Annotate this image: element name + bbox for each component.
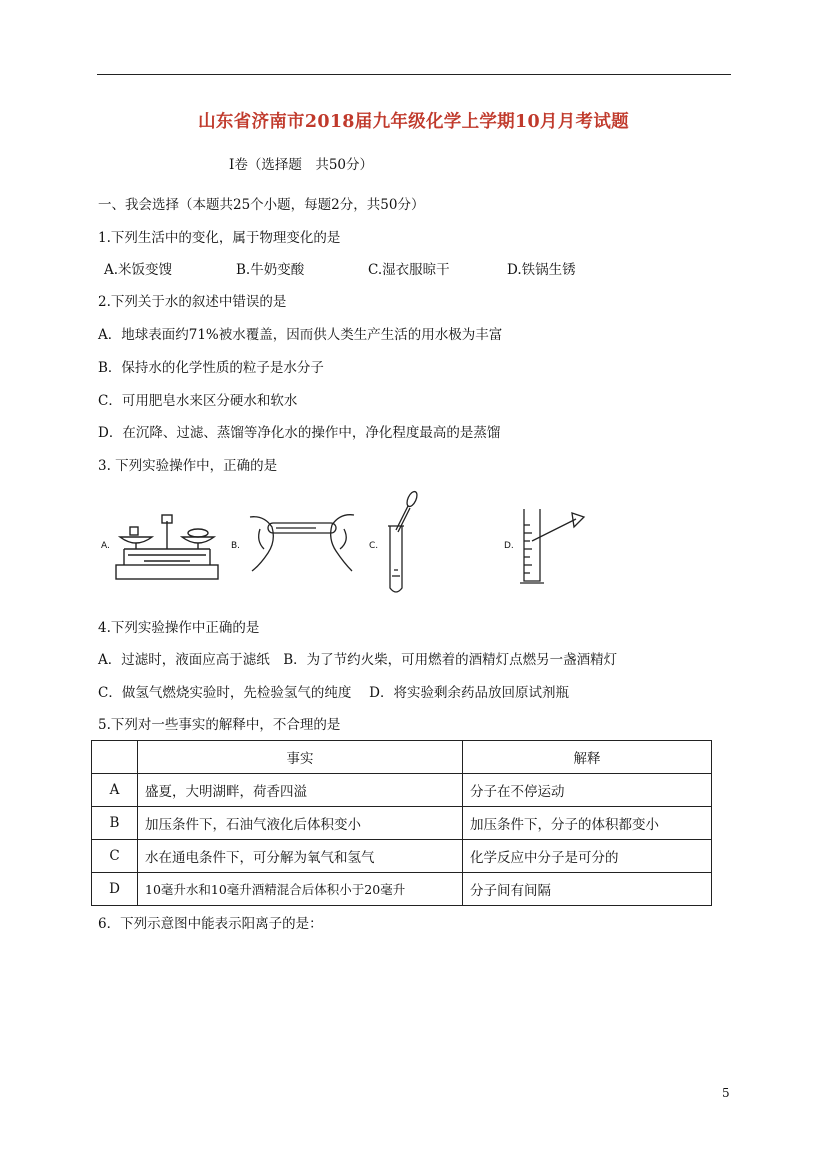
table-row xyxy=(92,807,712,840)
table-header-cell xyxy=(92,741,138,774)
page-number: 5 xyxy=(722,1086,730,1100)
section-heading: 一、我会选择（本题共25个小题，每题2分，共50分） xyxy=(98,197,425,213)
q1-stem: 1.下列生活中的变化，属于物理变化的是 xyxy=(98,230,341,246)
table-row xyxy=(92,840,712,873)
header-rule xyxy=(97,74,731,75)
q5-table xyxy=(91,740,712,906)
table-cell: 化学反应中分子是可分的 xyxy=(463,840,712,873)
table-cell: 盛夏，大明湖畔，荷香四溢 xyxy=(138,774,463,807)
table-cell: C xyxy=(92,840,138,873)
graduated-cylinder-figure xyxy=(516,505,588,587)
q1-option-a: A.米饭变馊 xyxy=(104,262,173,278)
table-cell: 加压条件下，石油气液化后体积变小 xyxy=(138,807,463,840)
balance-scale-figure xyxy=(114,505,220,583)
paper-subtitle: I卷（选择题 共50分） xyxy=(229,157,374,173)
q1-option-b: B.牛奶变酸 xyxy=(236,262,305,278)
test-tube-hands-figure xyxy=(246,507,358,575)
table-header-cell: 解释 xyxy=(463,741,712,774)
table-cell: A xyxy=(92,774,138,807)
q1-option-c: C.湿衣服晾干 xyxy=(368,262,450,278)
q3-stem: 3. 下列实验操作中，正确的是 xyxy=(98,458,278,474)
table-cell: 10毫升水和10毫升酒精混合后体积小于20毫升 xyxy=(138,873,463,906)
table-cell: B xyxy=(92,807,138,840)
table-header-cell: 事实 xyxy=(138,741,463,774)
q3-figure-d-label: D. xyxy=(504,541,514,551)
q2-option-c: C．可用肥皂水来区分硬水和软水 xyxy=(98,393,298,409)
table-cell: 加压条件下，分子的体积都变小 xyxy=(463,807,712,840)
q4-options-line1: A．过滤时，液面应高于滤纸 B．为了节约火柴，可用燃着的酒精灯点燃另一盏酒精灯 xyxy=(98,652,618,668)
q3-figure-a-label: A. xyxy=(101,541,110,551)
q3-figure-c-label: C. xyxy=(369,541,379,551)
q1-option-d: D.铁锅生锈 xyxy=(507,262,576,278)
q4-stem: 4.下列实验操作中正确的是 xyxy=(98,620,260,636)
q2-option-a: A．地球表面约71%被水覆盖，因而供人类生产生活的用水极为丰富 xyxy=(98,327,503,343)
dropper-tube-figure xyxy=(378,490,422,598)
table-cell: 分子间有间隔 xyxy=(463,873,712,906)
table-cell: D xyxy=(92,873,138,906)
q4-options-line2: C．做氢气燃烧实验时，先检验氢气的纯度 D．将实验剩余药品放回原试剂瓶 xyxy=(98,685,569,701)
q5-stem: 5.下列对一些事实的解释中，不合理的是 xyxy=(98,717,341,733)
table-cell: 水在通电条件下，可分解为氧气和氢气 xyxy=(138,840,463,873)
table-row xyxy=(92,873,712,906)
table-cell: 分子在不停运动 xyxy=(463,774,712,807)
q2-stem: 2.下列关于水的叙述中错误的是 xyxy=(98,294,287,310)
q6-stem: 6．下列示意图中能表示阳离子的是： xyxy=(98,916,323,932)
table-row xyxy=(92,774,712,807)
q3-figure-b-label: B. xyxy=(231,541,241,551)
q2-option-b: B．保持水的化学性质的粒子是水分子 xyxy=(98,360,324,376)
q2-option-d: D．在沉降、过滤、蒸馏等净化水的操作中，净化程度最高的是蒸馏 xyxy=(98,425,501,441)
page-title: 山东省济南市2018届九年级化学上学期10月月考试题 xyxy=(198,112,629,132)
table-header-row xyxy=(92,741,712,774)
